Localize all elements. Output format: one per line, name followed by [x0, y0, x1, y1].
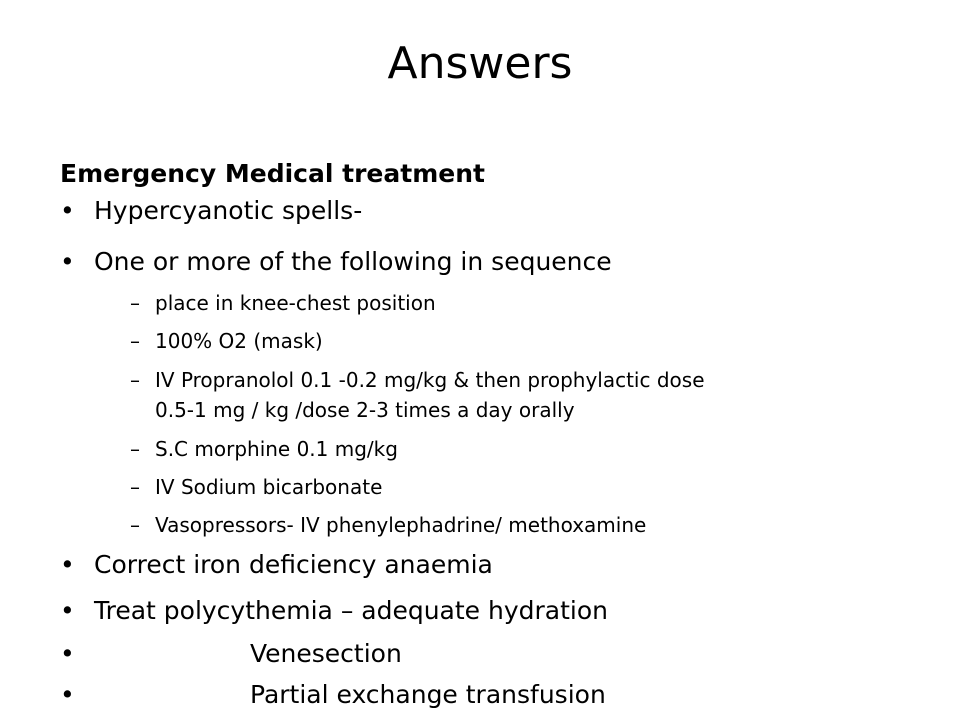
section-heading: Emergency Medical treatment [60, 159, 485, 188]
dash-icon: – [130, 513, 140, 537]
bullet-icon: • [60, 596, 75, 625]
bullet-icon: • [60, 639, 75, 668]
sub-bullet-text: Vasopressors- IV phenylephadrine/ methoxamine [155, 513, 647, 537]
dash-icon: – [130, 368, 140, 392]
bullet-text: Treat polycythemia – adequate hydration [94, 596, 608, 625]
bullet-icon: • [60, 680, 75, 709]
bullet-icon: • [60, 196, 75, 225]
sub-bullet-text: IV Sodium bicarbonate [155, 475, 383, 499]
bullet-text: One or more of the following in sequence [94, 247, 612, 276]
bullet-icon: • [60, 550, 75, 579]
sub-bullet-text: 100% O2 (mask) [155, 329, 323, 353]
sub-bullet-text: S.C morphine 0.1 mg/kg [155, 437, 398, 461]
dash-icon: – [130, 291, 140, 315]
sub-bullet-text: place in knee-chest position [155, 291, 436, 315]
bullet-text: Partial exchange transfusion [250, 680, 606, 709]
sub-bullet-text: IV Propranolol 0.1 -0.2 mg/kg & then prophylactic dose [155, 368, 705, 392]
bullet-icon: • [60, 247, 75, 276]
sub-bullet-text: 0.5-1 mg / kg /dose 2-3 times a day orally [155, 398, 575, 422]
bullet-text: Hypercyanotic spells- [94, 196, 363, 225]
dash-icon: – [130, 329, 140, 353]
dash-icon: – [130, 475, 140, 499]
bullet-text: Correct iron deficiency anaemia [94, 550, 493, 579]
dash-icon: – [130, 437, 140, 461]
bullet-text: Venesection [250, 639, 402, 668]
slide-title: Answers [387, 38, 573, 89]
